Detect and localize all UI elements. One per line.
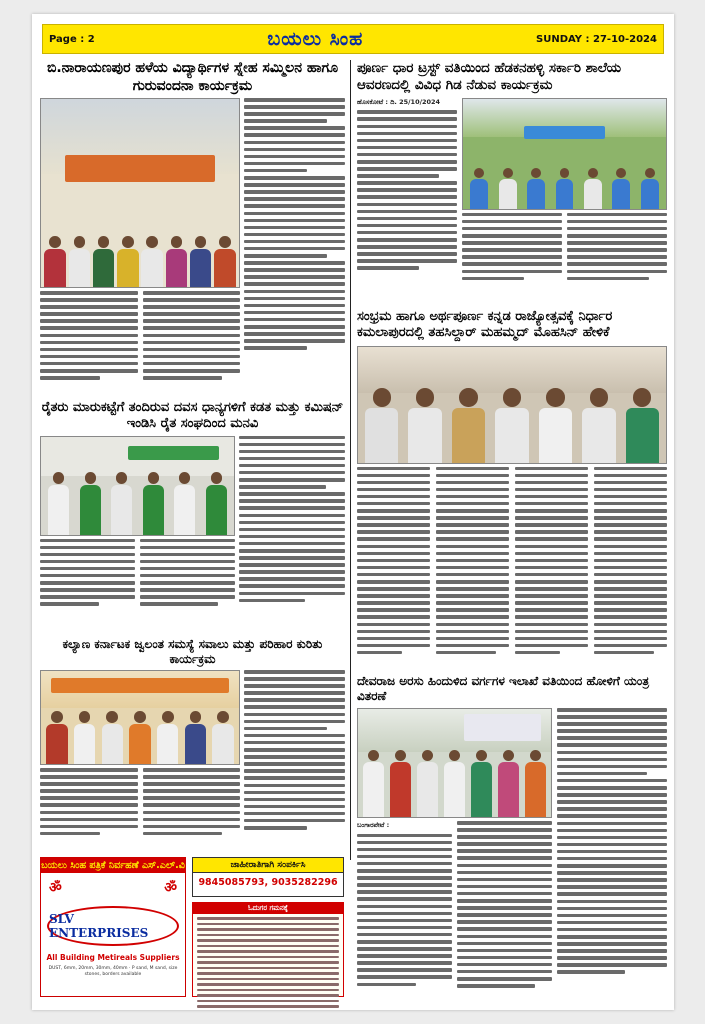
newspaper-title: ಬಯಲು ಸಿಂಹ [267,28,364,50]
article-5-photo [40,670,240,765]
slv-ad-header: ಬಯಲು ಸಿಂಹ ಪತ್ರಿಕೆ ನಿರ್ವಹಣೆ ಎಸ್.ಎಲ್.ವಿ [41,860,185,871]
article-6-photo [357,708,552,818]
contact-ad-header: ಜಾಹೀರಾತಿಗಾಗಿ ಸಂಪರ್ಕಿಸಿ [193,858,343,873]
slv-ad-tagline: All Building Metireals Suppliers [46,953,180,962]
slv-enterprises-ad [40,857,186,997]
article-1-photo [40,98,240,288]
slv-ad-details: DUST, 6mm, 20mm, 30mm, 40mm · P sand, M sand, size stones, borders available [48,966,178,977]
article-1-headline: ಬಿ.ನಾರಾಯಣಪುರ ಹಳೆಯ ವಿದ್ಯಾರ್ಥಿಗಳ ಸ್ನೇಹ ಸಮ್ಮಿಲನ ಹಾಗೂ ಗುರುವಂದನಾ ಕಾರ್ಯಕ್ರಮ [46,60,339,94]
article-4-headline: ರೈತರು ಮಾರುಕಟ್ಟೆಗೆ ತಂದಿರುವ ದವಸ ಧಾನ್ಯಗಳಿಗೆ ಕಡತ ಮತ್ತು ಕಮಿಷನ್ ಇಂಡಿಸಿ ರೈತ ಸಂಘದಿಂದ ಮನವಿ [41,400,344,432]
article-5 [40,637,345,852]
page-number: Page : 2 [49,33,95,45]
article-3-headline: ಸಂಭ್ರಮ ಹಾಗೂ ಅರ್ಥಪೂರ್ಣ ಕನ್ನಡ ರಾಜ್ಯೋತ್ಸವಕ್ಕೆ ನಿರ್ಧಾರ ಕಮಲಾಪುರದಲ್ಲಿ ತಹಸಿಲ್ದಾರ್ ಮಹಮ್ಮದ್ ಮೊಹಸಿನ್ ಹೇಳಿಕೆ [357,309,613,341]
article-2-photo [462,98,667,210]
om-icon: ॐ [49,880,62,896]
masthead [42,24,664,54]
article-6 [357,674,667,1004]
contact-ad-phones: 9845085793, 9035282296 [198,877,338,888]
article-4 [40,400,345,632]
issue-date: SUNDAY : 27-10-2024 [536,33,657,45]
article-2-byline: ಹೊಸಕೋಟೆ : ದಿ. 25/10/2024 [357,97,441,106]
article-4-photo [40,436,235,536]
slv-ad-name: SLV ENTERPRISES [47,906,179,946]
contact-ad [192,857,344,897]
article-1 [40,60,345,395]
article-6-byline: ಬಂಗಾರಪೇಟೆ : [357,821,390,829]
article-3-photo [357,346,667,464]
readers-notice-header: ಓದುಗರ ಗಮನಕ್ಕೆ [193,903,343,914]
article-2 [357,60,667,305]
article-6-headline: ದೇವರಾಜ ಅರಸು ಹಿಂದುಳಿದ ವರ್ಗಗಳ ಇಲಾಖೆ ವತಿಯಿಂದ ಹೋಳಿಗೆ ಯಂತ್ರ ವಿತರಣೆ [357,674,650,703]
article-5-headline: ಕಲ್ಯಾಣ ಕರ್ನಾಟಕ ಜ್ವಲಂತ ಸಮಸ್ಯೆ ಸವಾಲು ಮತ್ತು ಪರಿಹಾರ ಕುರಿತು ಕಾರ್ಯಕ್ರಮ [62,637,323,666]
column-divider [350,60,351,860]
newspaper-page [32,14,674,1010]
readers-notice [192,902,344,997]
article-2-headline: ಪೂರ್ಣ ಧಾರ ಟ್ರಸ್ಟ್ ವತಿಯಿಂದ ಹೆಡಕನಹಳ್ಳಿ ಸರ್ಕಾರಿ ಶಾಲೆಯ ಆವರಣದಲ್ಲಿ ವಿವಿಧ ಗಿಡ ನೆಡುವ ಕಾರ್ಯಕ್ರಮ [357,60,622,93]
om-icon: ॐ [164,880,177,896]
article-3 [357,309,667,669]
